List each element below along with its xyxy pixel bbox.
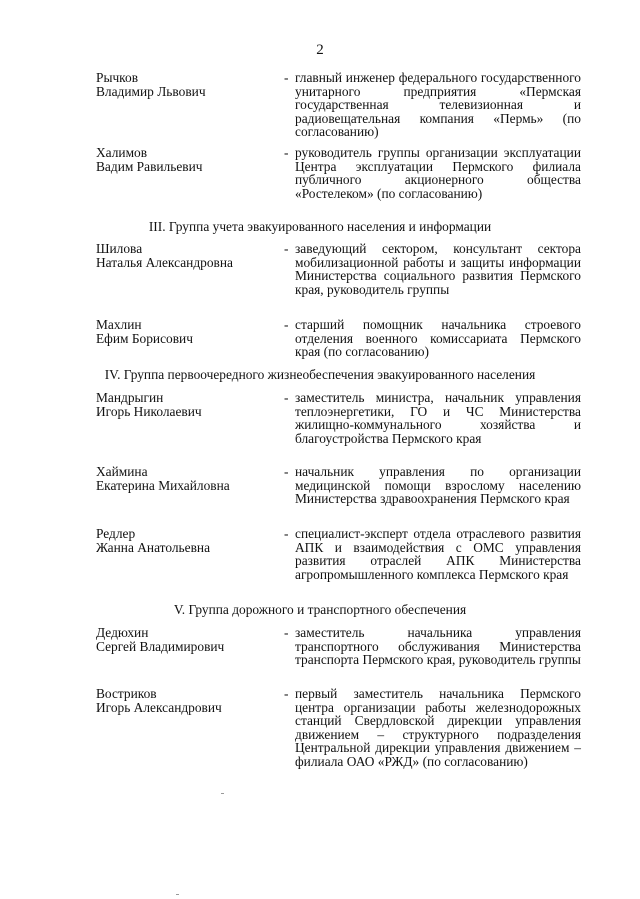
section-heading-group-4: IV. Группа первоочередного жизнеобеспечения эвакуированного населения <box>104 367 536 382</box>
section-heading-group-5: V. Группа дорожного и транспортного обеспечения <box>173 602 467 617</box>
scan-speck <box>221 793 224 794</box>
member-surname: Востриков <box>96 686 157 701</box>
member-position: руководитель группы организации эксплуатации Центра эксплуатации Пермского филиала публичного акционерного общества «Ростелеком» (по согласованию) <box>295 145 581 201</box>
member-surname: Дедюхин <box>96 625 149 640</box>
member-position: заместитель министра, начальник управления теплоэнергетики, ГО и ЧС Министерства жилищно-коммунального хозяйства и благоустройства Пермского края <box>295 390 581 446</box>
member-given-name: Наталья Александровна <box>96 254 233 270</box>
member-position: начальник управления по организации медицинской помощи взрослому населению Министерства здравоохранения Пермского края <box>295 464 581 507</box>
member-position: главный инженер федерального государственного унитарного предприятия «Пермская государственная телевизионная и радиовещательная компания «Пермь» (по согласованию) <box>295 70 581 140</box>
member-surname: Шилова <box>96 241 143 256</box>
member-surname: Хаймина <box>96 464 148 479</box>
dash-separator: - <box>284 145 289 160</box>
member-given-name: Владимир Львович <box>96 83 206 99</box>
dash-separator: - <box>284 317 289 332</box>
member-given-name: Екатерина Михайловна <box>96 477 230 493</box>
scan-speck <box>176 894 179 895</box>
member-name <box>96 146 276 173</box>
member-surname: Мандрыгин <box>96 390 164 405</box>
section-heading-group-3: III. Группа учета эвакуированного населения и информации <box>148 219 492 234</box>
member-name <box>96 318 276 345</box>
dash-separator: - <box>284 686 289 701</box>
member-given-name: Вадим Равильевич <box>96 158 203 174</box>
member-name <box>96 71 276 98</box>
member-name <box>96 687 276 714</box>
dash-separator: - <box>284 625 289 640</box>
member-position: первый заместитель начальника Пермского центра организации работы железнодорожных станций Свердловской дирекции управления движением – структурного подразделения Центральной дирекции управления движением – филиала ОАО «РЖД» (по согласованию) <box>295 686 581 769</box>
dash-separator: - <box>284 390 289 405</box>
member-surname: Редлер <box>96 526 136 541</box>
dash-separator: - <box>284 464 289 479</box>
member-position: заместитель начальника управления транспортного обслуживания Министерства транспорта Пермского края, руководитель группы <box>295 625 581 668</box>
member-given-name: Сергей Владимирович <box>96 638 225 654</box>
member-name <box>96 465 276 492</box>
member-given-name: Игорь Николаевич <box>96 403 202 419</box>
member-position: специалист-эксперт отдела отраслевого развития АПК и взаимодействия с ОМС управления развития отраслей АПК Министерства агропромышленного комплекса Пермского края <box>295 526 581 582</box>
member-name <box>96 626 276 653</box>
member-given-name: Жанна Анатольевна <box>96 539 211 555</box>
dash-separator: - <box>284 70 289 85</box>
dash-separator: - <box>284 241 289 256</box>
member-name <box>96 527 276 554</box>
member-surname: Халимов <box>96 145 148 160</box>
member-position: старший помощник начальника строевого отделения военного комиссариата Пермского края (по согласованию) <box>295 317 581 360</box>
member-surname: Махлин <box>96 317 142 332</box>
member-position: заведующий сектором, консультант сектора мобилизационной работы и защиты информации Министерства социального развития Пермского края, руководитель группы <box>295 241 581 297</box>
member-name <box>96 242 276 269</box>
member-surname: Рычков <box>96 70 139 85</box>
dash-separator: - <box>284 526 289 541</box>
member-given-name: Игорь Александрович <box>96 699 222 715</box>
member-name <box>96 391 276 418</box>
member-given-name: Ефим Борисович <box>96 330 193 346</box>
page-number: 2 <box>316 42 324 58</box>
